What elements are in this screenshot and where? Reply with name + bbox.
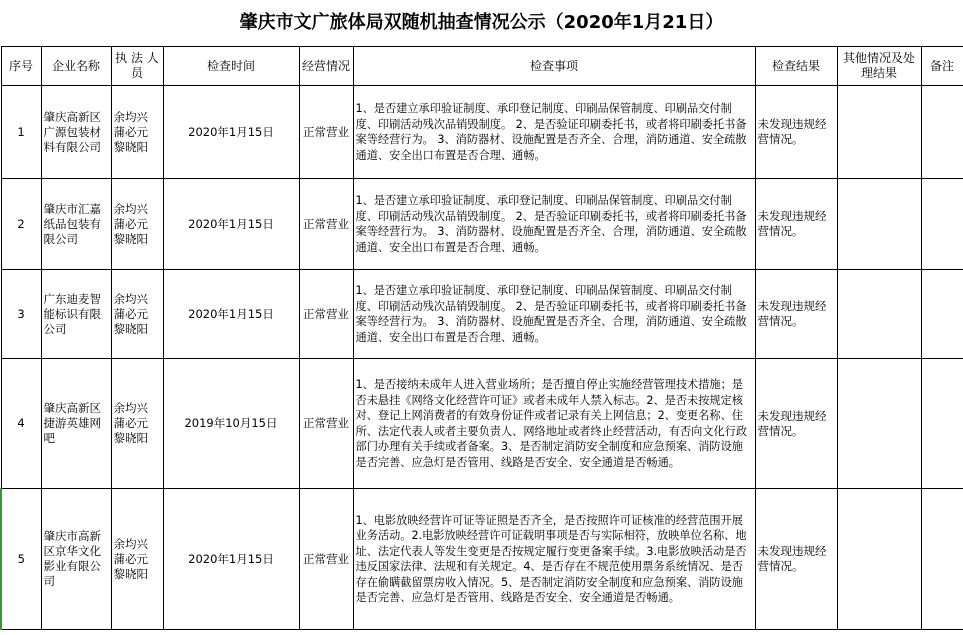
header-seq: 序号 bbox=[1, 47, 41, 86]
header-officers: 执 法 人员 bbox=[111, 47, 163, 86]
row-items: 1、是否建立承印验证制度、承印登记制度、印刷品保管制度、印刷品交付制度、印刷活动残次品销毁制度。 2、是否验证印刷委托书，或者将印刷委托书备案等经营行为。 3、消防器材、设施配置是否齐全、合理，消防通道、安全疏散通道、安全出口布置是否合理、通畅。 bbox=[353, 270, 755, 359]
row-items: 1、是否建立承印验证制度、承印登记制度、印刷品保管制度、印刷品交付制度、印刷活动残次品销毁制度。 2、是否验证印刷委托书，或者将印刷委托书备案等经营行为。 3、消防器材、设施配置是否齐全、合理，消防通道、安全疏散通道、安全出口布置是否合理、通畅。 bbox=[353, 86, 755, 179]
row-other bbox=[837, 179, 921, 270]
row-note bbox=[921, 86, 963, 179]
header-note: 备注 bbox=[921, 47, 963, 86]
table-row bbox=[1, 270, 963, 359]
row-items: 1、是否接纳未成年人进入营业场所；是否擅自停止实施经营管理技术措施；是否未悬挂《网络文化经营许可证》或者未成年人禁入标志。2、是否未按规定核对、登记上网消费者的有效身份证件或者记录有关上网信息；2、变更名称、住所、法定代表人或者主要负责人、网络地址或者终止经营活动，有否向文化行政部门办理有关手续或者备案。3、是否制定消防安全制度和应急预案、消防设施是否完善、应急灯是否管用、线路是否安全、安全通道是否畅通。 bbox=[353, 359, 755, 489]
row-result: 未发现违规经营情况。 bbox=[755, 86, 837, 179]
table-row bbox=[1, 359, 963, 489]
table-row bbox=[1, 489, 963, 630]
row-other bbox=[837, 86, 921, 179]
row-status: 正常营业 bbox=[299, 270, 353, 359]
row-result: 未发现违规经营情况。 bbox=[755, 489, 837, 630]
header-row bbox=[1, 47, 963, 86]
row-result: 未发现违规经营情况。 bbox=[755, 270, 837, 359]
row-company: 肇庆高新区捷游英雄网吧 bbox=[41, 359, 111, 489]
header-status: 经营情况 bbox=[299, 47, 353, 86]
row-seq: 3 bbox=[1, 270, 41, 359]
row-company: 广东迪麦智能标识有限公司 bbox=[41, 270, 111, 359]
row-items: 1、是否建立承印验证制度、承印登记制度、印刷品保管制度、印刷品交付制度、印刷活动残次品销毁制度。 2、是否验证印刷委托书，或者将印刷委托书备案等经营行为。 3、消防器材、设施配置是否齐全、合理，消防通道、安全疏散通道、安全出口布置是否合理、通畅。 bbox=[353, 179, 755, 270]
row-officers: 余均兴 蒲必元 黎晓阳 bbox=[111, 86, 163, 179]
row-officers: 余均兴 蒲必元 黎晓阳 bbox=[111, 179, 163, 270]
header-items: 检查事项 bbox=[353, 47, 755, 86]
row-company: 肇庆市汇嘉纸品包装有限公司 bbox=[41, 179, 111, 270]
row-result: 未发现违规经营情况。 bbox=[755, 359, 837, 489]
row-items: 1、电影放映经营许可证等证照是否齐全，是否按照许可证核准的经营范围开展业务活动。2.电影放映经营许可证载明事项是否与实际相符，放映单位名称、地址、法定代表人等发生变更是否按规定履行变更备案手续。3.电影放映活动是否违反国家法律、法规和有关规定。4、是否存在不规范使用票务系统情况、是否存在偷瞒截留票房收入情况。5、是否制定消防安全制度和应急预案、消防设施是否完善、应急灯是否管用、线路是否安全、安全通道是否畅通。 bbox=[353, 489, 755, 630]
row-date: 2020年1月15日 bbox=[163, 489, 299, 630]
row-result: 未发现违规经营情况。 bbox=[755, 179, 837, 270]
row-seq: 1 bbox=[1, 86, 41, 179]
row-date: 2020年1月15日 bbox=[163, 179, 299, 270]
row-note bbox=[921, 270, 963, 359]
row-note bbox=[921, 359, 963, 489]
row-status: 正常营业 bbox=[299, 359, 353, 489]
row-seq: 5 bbox=[1, 489, 41, 630]
row-company: 肇庆高新区广源包装材料有限公司 bbox=[41, 86, 111, 179]
row-seq: 4 bbox=[1, 359, 41, 489]
table-row bbox=[1, 179, 963, 270]
header-other: 其他情况及处理结果 bbox=[837, 47, 921, 86]
row-officers: 余均兴 蒲必元 黎晓阳 bbox=[111, 489, 163, 630]
row-date: 2019年10月15日 bbox=[163, 359, 299, 489]
row-status: 正常营业 bbox=[299, 489, 353, 630]
row-note bbox=[921, 489, 963, 630]
header-result: 检查结果 bbox=[755, 47, 837, 86]
row-officers: 余均兴 蒲必元 黎晓阳 bbox=[111, 359, 163, 489]
row-other bbox=[837, 489, 921, 630]
row-officers: 余均兴 蒲必元 黎晓阳 bbox=[111, 270, 163, 359]
table-row bbox=[1, 86, 963, 179]
inspection-table bbox=[0, 46, 963, 630]
row-other bbox=[837, 270, 921, 359]
row-company: 肇庆市高新区京华文化影业有限公司 bbox=[41, 489, 111, 630]
row-other bbox=[837, 359, 921, 489]
row-date: 2020年1月15日 bbox=[163, 270, 299, 359]
row-status: 正常营业 bbox=[299, 179, 353, 270]
header-company: 企业名称 bbox=[41, 47, 111, 86]
row-seq: 2 bbox=[1, 179, 41, 270]
page-title: 肇庆市文广旅体局双随机抽查情况公示（2020年1月21日） bbox=[239, 12, 724, 33]
row-date: 2020年1月15日 bbox=[163, 86, 299, 179]
header-date: 检查时间 bbox=[163, 47, 299, 86]
row-note bbox=[921, 179, 963, 270]
row-status: 正常营业 bbox=[299, 86, 353, 179]
